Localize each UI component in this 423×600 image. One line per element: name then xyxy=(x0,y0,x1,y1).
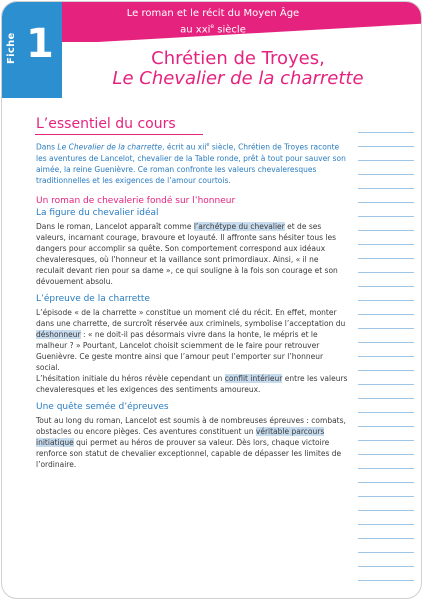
heading-quete-epreuves: Une quête semée d’épreuves xyxy=(36,401,169,412)
course-body xyxy=(36,140,348,476)
work-title: Le Chevalier de la charrette xyxy=(57,142,163,152)
highlight-deshonneur: déshonneur xyxy=(36,329,81,339)
fiche-label: Fiche xyxy=(6,32,17,64)
highlight-parcours: véritable parcours initiatique xyxy=(36,426,325,447)
intro-paragraph: Dans Le Chevalier de la charrette, écrit au xii$^e$ siècle, Chrétien de Troyes raconte les aventures de Lancelot, chevalier de la Table ronde, prêt à tout pour sauver son aimée, la reine Guenièvre. Ce roman confronte les valeurs chevaleresques traditionnelles et les exigences de l’amour courtois. xyxy=(36,142,346,185)
fiche-tab xyxy=(2,2,62,98)
ruled-notes-lines xyxy=(358,119,414,589)
category-line-2: au xxi$^e$ siècle xyxy=(180,23,246,36)
fiche-number: 1 xyxy=(26,21,54,67)
highlight-conflit: conflit intérieur xyxy=(224,373,283,383)
paragraph-charrette-2: L’hésitation initiale du héros révèle cependant un conflit intérieur entre les valeurs chevaleresques et les exigences des sentiments amoureux. xyxy=(36,373,348,394)
category-text xyxy=(66,7,360,36)
page-title-author: Chrétien de Troyes, xyxy=(151,48,325,69)
page-title-work: Le Chevalier de la charrette xyxy=(112,68,364,89)
section-title-underline xyxy=(35,134,203,135)
paragraph-quete: Tout au long du roman, Lancelot est soumis à de nombreuses épreuves : combats, obstacles ou encore pièges. Ces aventures constituent un véritable parcours initiatique qui permet au héros de prouver sa valeur. Dès lors, chaque victoire renforce son statut de chevalier exceptionnel, capable de dépasser les limites de l’ordinaire. xyxy=(36,415,346,469)
subheading-chevalier-ideal: La figure du chevalier idéal xyxy=(36,207,159,218)
subheading-epreuve-charrette: L’épreuve de la charrette xyxy=(36,293,150,304)
paragraph-chevalier-ideal: Dans le roman, Lancelot apparaît comme l’archétype du chevalier et de ses valeurs, incarnant courage, bravoure et loyauté. Il affronte sans hésiter tous les dangers pour accomplir sa quête. Son comportement correspond aux idéaux chevaleresques, où l’honneur et la vaillance sont primordiaux. Ainsi, « il ne reculait devant rien pour sa dame », ce qui souligne à la fois son courage et son dévouement absolu. xyxy=(36,221,338,286)
study-card xyxy=(1,1,422,599)
highlight-archetype: l’archétype du chevalier xyxy=(193,221,285,231)
paragraph-charrette-1: L’épisode « de la charrette » constitue un moment clé du récit. En effet, monter dans une charrette, de surcroît réservée aux criminels, symbolise l’acceptation du déshonneur : « ne doit-il pas désormais vivre dans la honte, le mépris et le malheur ? » Pourtant, Lancelot choisit sciemment de le faire pour retrouver Guenièvre. Ce geste montre ainsi que l’amour peut l’emporter sur l’honneur social. xyxy=(36,307,346,372)
section-title: L’essentiel du cours xyxy=(36,116,176,132)
century-numeral: xxi xyxy=(195,24,211,36)
heading-roman-chevalerie: Un roman de chevalerie fondé sur l’honneur xyxy=(36,195,236,206)
category-line-1: Le roman et le récit du Moyen Âge xyxy=(126,8,300,19)
